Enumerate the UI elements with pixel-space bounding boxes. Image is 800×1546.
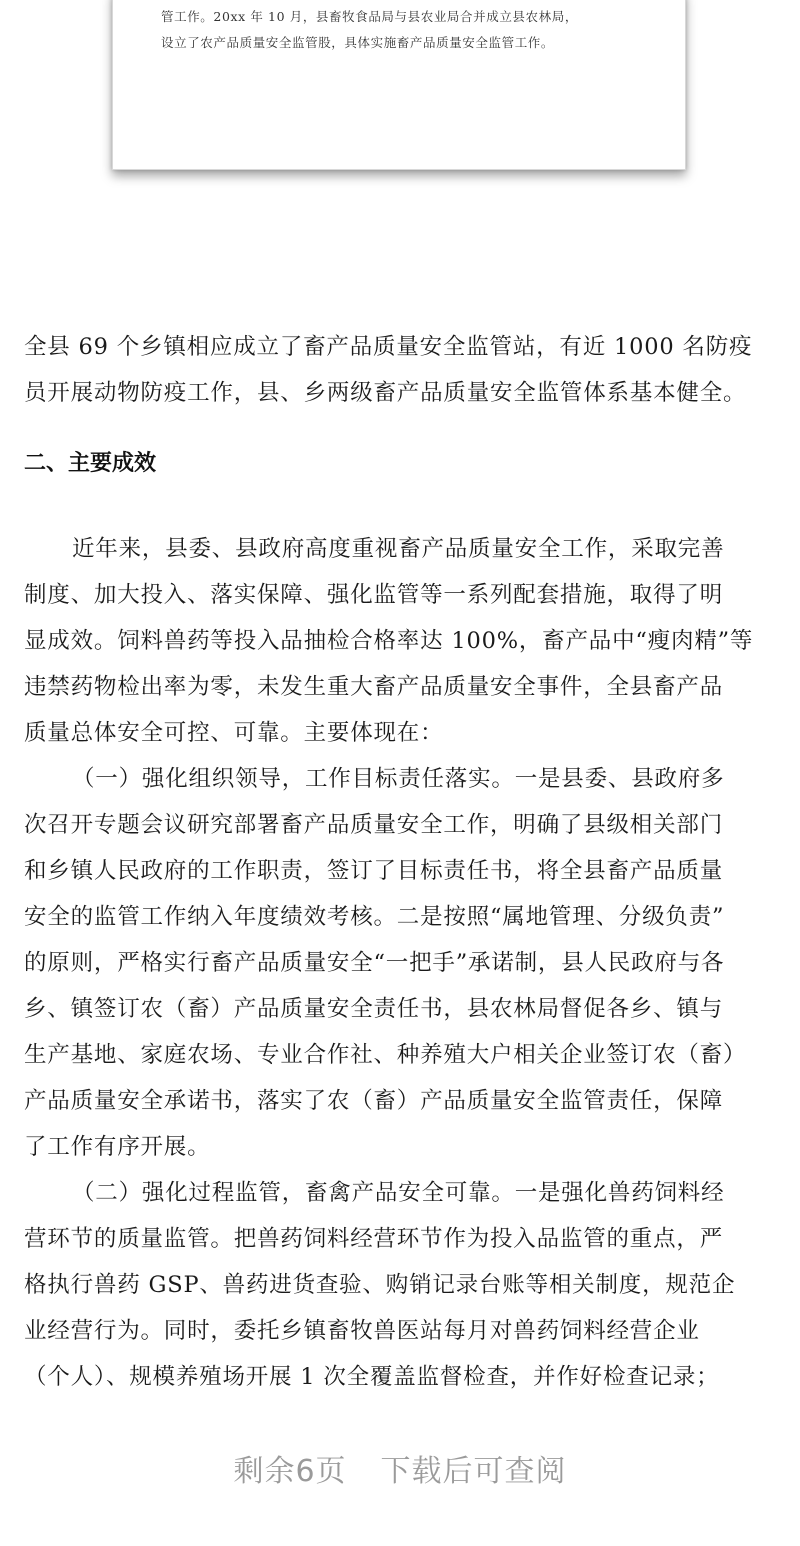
text-line: （一）强化组织领导，工作目标责任落实。一是县委、县政府多	[72, 766, 725, 792]
paragraph-2	[24, 756, 784, 1170]
text-line: 业经营行为。同时，委托乡镇畜牧兽医站每月对兽药饲料经营企业	[24, 1318, 700, 1344]
text-line: 安全的监管工作纳入年度绩效考核。二是按照“属地管理、分级负责”	[24, 904, 725, 930]
text-line: 和乡镇人民政府的工作职责，签订了目标责任书，将全县畜产品质量	[24, 858, 724, 884]
text-line: （个人）、规模养殖场开展 1 次全覆盖监督检查，并作好检查记录；	[24, 1364, 720, 1390]
text-line: 了工作有序开展。	[24, 1134, 211, 1160]
intro-paragraph	[24, 324, 784, 416]
text-line: 的原则，严格实行畜产品质量安全“一把手”承诺制，县人民政府与各	[24, 950, 725, 976]
preview-line: 设立了农产品质量安全监管股，具体实施畜产品质量安全监管工作。	[161, 35, 555, 50]
paragraph-3	[24, 1170, 784, 1400]
text-line: 生产基地、家庭农场、专业合作社、种养殖大户相关企业签订农（畜）	[24, 1042, 747, 1068]
text-line: 近年来，县委、县政府高度重视畜产品质量安全工作，采取完善	[72, 536, 725, 562]
text-line: 营环节的质量监管。把兽药饲料经营环节作为投入品监管的重点，严	[24, 1226, 724, 1252]
download-to-view-label[interactable]: 下载后可查阅	[380, 1454, 567, 1489]
text-line: 显成效。饲料兽药等投入品抽检合格率达 100%，畜产品中“瘦肉精”等	[24, 628, 754, 654]
text-line: （二）强化过程监管，畜禽产品安全可靠。一是强化兽药饲料经	[72, 1180, 725, 1206]
text-line: 制度、加大投入、落实保障、强化监管等一系列配套措施，取得了明	[24, 582, 724, 608]
text-line: 员开展动物防疫工作，县、乡两级畜产品质量安全监管体系基本健全。	[24, 380, 747, 406]
text-line: 违禁药物检出率为零，未发生重大畜产品质量安全事件，全县畜产品	[24, 674, 724, 700]
remaining-pages-prompt[interactable]	[0, 1446, 800, 1490]
text-line: 产品质量安全承诺书，落实了农（畜）产品质量安全监管责任，保障	[24, 1088, 724, 1114]
text-line: 全县 69 个乡镇相应成立了畜产品质量安全监管站，有近 1000 名防疫	[24, 334, 753, 360]
section-heading: 二、主要成效	[24, 451, 157, 476]
text-line: 格执行兽药 GSP、兽药进货查验、购销记录台账等相关制度，规范企	[24, 1272, 736, 1298]
text-line: 质量总体安全可控、可靠。主要体现在：	[24, 720, 444, 746]
text-line: 乡、镇签订农（畜）产品质量安全责任书，县农林局督促各乡、镇与	[24, 996, 724, 1022]
remaining-pages-label[interactable]: 剩余6页	[233, 1454, 347, 1489]
previous-page-preview	[112, 0, 686, 170]
text-line: 次召开专题会议研究部署畜产品质量安全工作，明确了县级相关部门	[24, 812, 724, 838]
preview-line: 管工作。20xx 年 10 月，县畜牧食品局与县农业局合并成立县农林局，	[161, 9, 578, 24]
paragraph-1	[24, 526, 784, 756]
